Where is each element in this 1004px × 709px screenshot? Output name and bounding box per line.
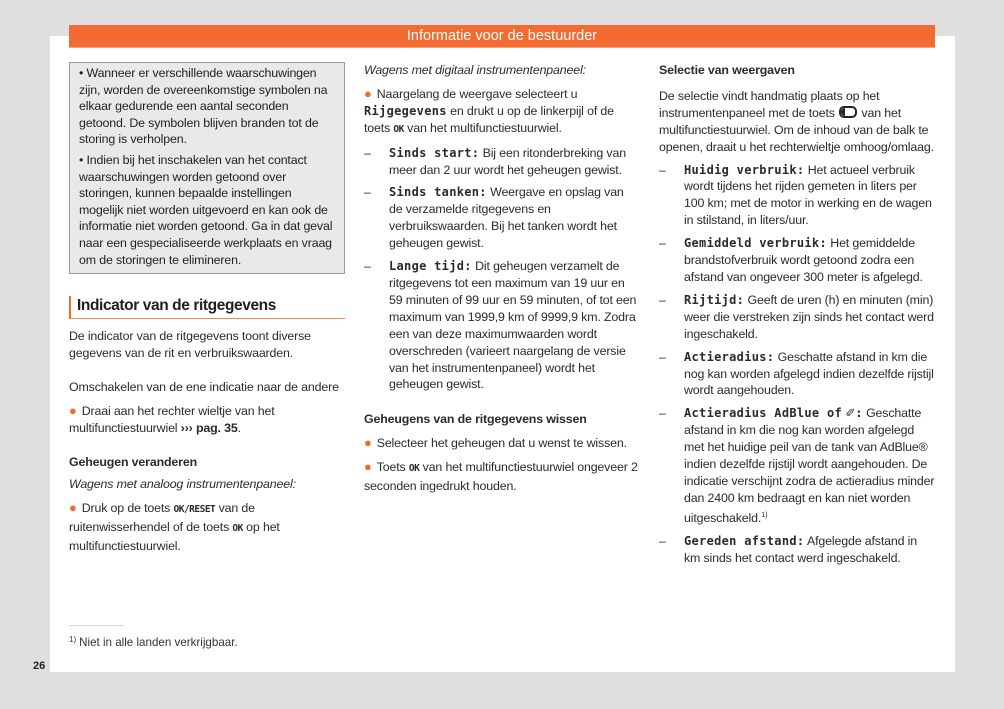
column-left: [69, 62, 345, 555]
clear-bullet: ● Selecteer het geheugen dat u wenst te wissen.: [364, 435, 627, 451]
analog-label: Wagens met analoog instrumentenpaneel:: [69, 477, 296, 492]
dash-icon: –: [659, 162, 666, 177]
dash-icon: –: [364, 145, 371, 160]
dash-icon: –: [659, 292, 666, 307]
bullet-icon: ●: [364, 459, 372, 475]
dash-icon: –: [659, 533, 666, 548]
display-item: – Gemiddeld verbruik: Het gemiddelde brandstofverbruik wordt getoond zodra een afstand van ongeveer 300 meter is afgelegd.: [659, 236, 923, 284]
dash-icon: –: [659, 349, 666, 364]
clear-heading: Geheugens van de ritgegevens wissen: [364, 412, 587, 427]
memory-item: – Sinds start: Bij een ritonderbreking van meer dan 2 uur wordt het geheugen gewist.: [364, 145, 626, 177]
display-item: – Rijtijd: Geeft de uren (h) en minuten (min) weer die verstreken zijn sinds het contact werd ingeschakeld.: [659, 292, 934, 341]
bullet-icon: ●: [364, 85, 372, 101]
digital-bullet: ● Naargelang de weergave selecteert u Rijgegevens en drukt u op de linkerpijl of de toets OK van het multifunctiestuurwiel.: [364, 85, 614, 135]
clear-bullet: ● Toets OK van het multifunctiestuurwiel ongeveer 2 seconden ingedrukt houden.: [364, 459, 638, 494]
switch-heading: Omschakelen van de ene indicatie naar de andere: [69, 379, 339, 394]
adblue-pump-icon: ✐: [845, 406, 856, 421]
view-key-icon: [839, 106, 857, 118]
footnote-ref: 1): [761, 509, 768, 519]
section-intro: De indicator van de ritgegevens toont diverse gegevens van de rit en verbruikswaarden.: [69, 329, 311, 360]
note-item: • Indien bij het inschakelen van het contact waarschuwingen worden getoond over storingen, kunnen bepaalde instellingen mogelijk niet worden uitgevoerd en kan ook de informatie niet worden getoond. Ga in dat geval naar een gespecialiseerde werkplaats en vraag om de storingen te elimineren.: [79, 152, 333, 267]
analog-bullet: ● Druk op de toets OK/RESET van de ruitenwisserhendel of de toets OK op het multifunctiestuurwiel.: [69, 500, 280, 554]
memory-item: – Sinds tanken: Weergave en opslag van de verzamelde ritgegevens en verbruikswaarden. Bij het tanken wordt het geheugen gewist.: [364, 185, 624, 251]
selection-heading: Selectie van weergaven: [659, 63, 795, 77]
footnote: $^{1)}$ Niet in alle landen verkrijgbaar.: [69, 635, 238, 649]
section-title: Indicator van de ritgegevens: [69, 296, 345, 319]
dash-icon: –: [659, 406, 666, 421]
column-middle: [364, 62, 640, 495]
switch-bullet: ● Draai aan het rechter wieltje van het multifunctiestuurwiel ››› pag. 35.: [69, 402, 275, 435]
display-item: – Gereden afstand: Afgelegde afstand in km sinds het contact werd ingeschakeld.: [659, 533, 917, 565]
page-reference-link[interactable]: ››› pag. 35: [180, 420, 238, 435]
selection-intro: De selectie vindt handmatig plaats op het instrumentenpaneel met de toets van het multifunctiestuurwiel. Om de inhoud van de balk te openen, draait u het rechterwieltje omhoog/omlaag.: [659, 88, 934, 154]
footnote-divider: [69, 625, 124, 626]
display-item: – Actieradius: Geschatte afstand in km die nog kan worden afgelegd indien dezelfde rijstijl wordt aangehouden.: [659, 349, 934, 398]
dash-icon: –: [364, 185, 371, 200]
ok-key-label: OK: [393, 123, 404, 135]
menu-term: Rijgegevens: [364, 103, 447, 118]
dash-icon: –: [364, 259, 371, 274]
dash-icon: –: [659, 236, 666, 251]
bullet-icon: ●: [69, 402, 77, 418]
bullet-icon: ●: [69, 500, 77, 516]
ok-reset-key-label: OK/RESET: [173, 504, 216, 516]
column-right: [659, 62, 935, 566]
display-item: – Huidig verbruik: Het actueel verbruik wordt tijdens het rijden gemeten in liters per 100 km; met de motor in werking en de wagen in stilstand, in liters/uur.: [659, 162, 932, 228]
chapter-header: Informatie voor de bestuurder: [69, 25, 935, 48]
display-item: – Actieradius AdBlue of ✐: Geschatte afstand in km die nog kan worden afgelegd met het huidige peil van de tank van AdBlue® indien dezelfde rijstijl wordt aangehouden. De indicatie verschijnt zodra de actieradius minder dan 2400 km bedraagt en kan niet worden uitgeschakeld.$^{1)}$: [659, 406, 935, 525]
bullet-icon: ●: [364, 435, 372, 451]
memory-item: – Lange tijd: Dit geheugen verzamelt de ritgegevens tot een maximum van 19 uur en 59 minuten of 99 uur en 59 minuten, of tot een maximum van 1999,9 km of 9999,9 km. Zodra een van deze maximumwaarden wordt overschreden (varieert naargelang de versie van het instrumentenpaneel) wordt het geheugen gewist.: [364, 259, 637, 392]
note-box: [69, 62, 345, 274]
page-number: 26: [33, 660, 46, 672]
ok-key-label: OK: [408, 463, 420, 475]
note-item: • Wanneer er verschillende waarschuwingen zijn, worden de overeenkomstige symbolen na elkaar gedurende een aantal seconden getoond. De symbolen blijven branden tot de storing is verholpen.: [79, 66, 328, 147]
digital-label: Wagens met digitaal instrumentenpaneel:: [364, 63, 586, 77]
ok-key-label: OK: [232, 523, 243, 535]
memory-heading: Geheugen veranderen: [69, 454, 197, 469]
